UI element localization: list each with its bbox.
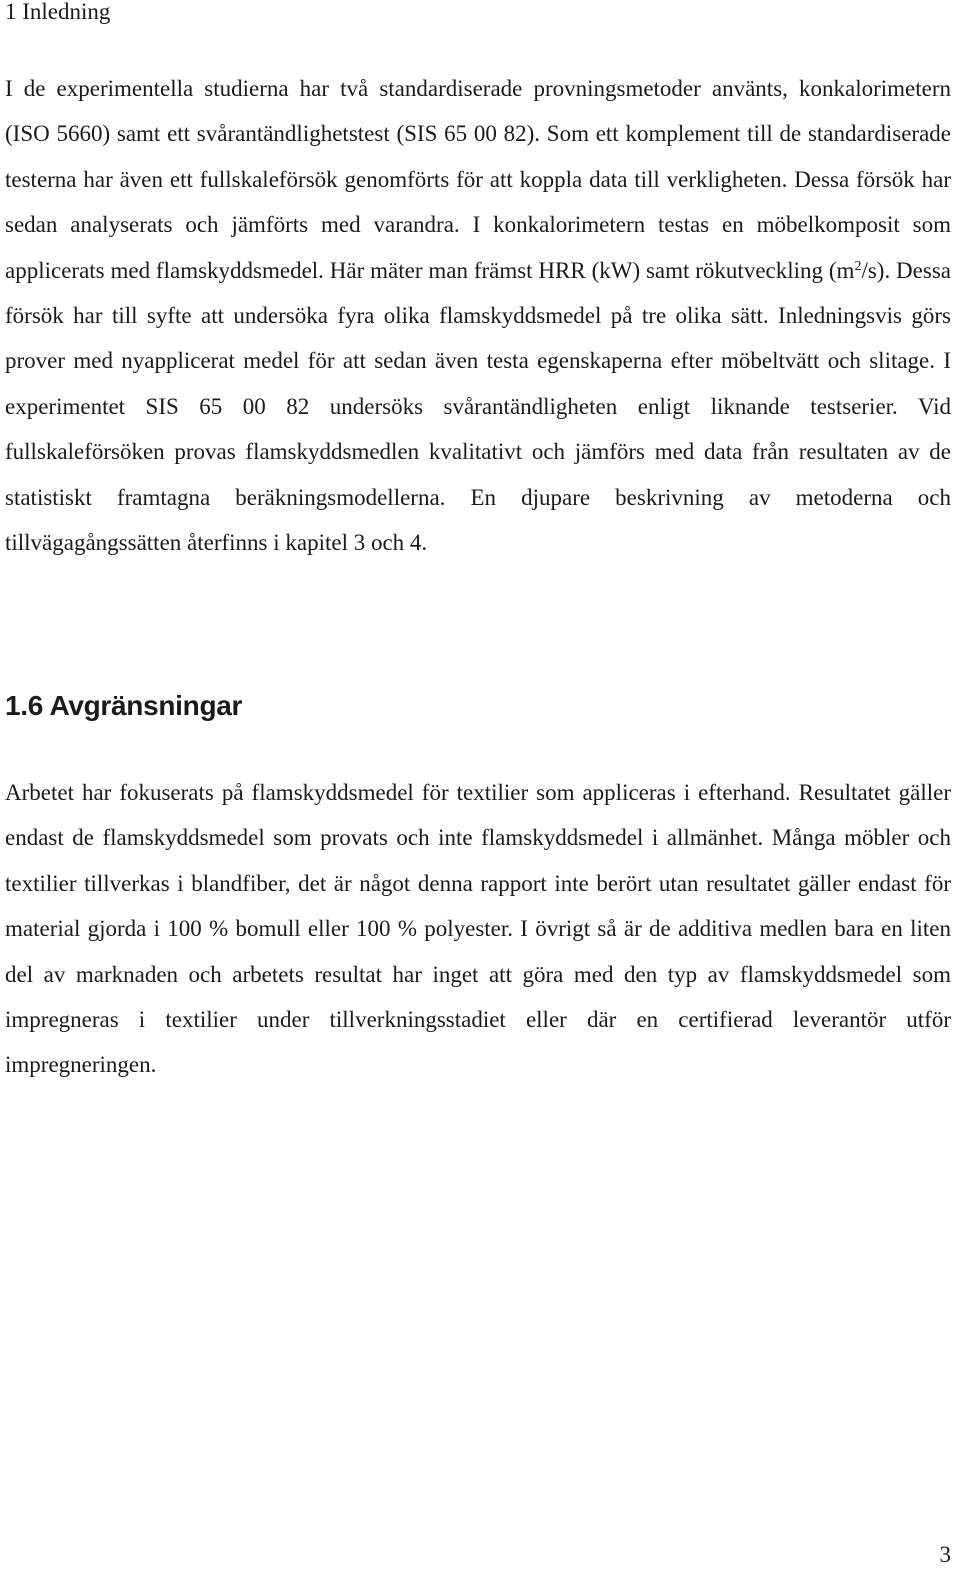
running-head: 1 Inledning bbox=[5, 0, 111, 24]
intro-paragraph bbox=[5, 66, 951, 565]
intro-paragraph-text-2: /s). Dessa försök har till syfte att undersöka fyra olika flamskyddsmedel på tre olika sätt. Inledningsvis görs prover med nyapplicerat medel för att sedan även testa egenskaperna efter möbeltvätt och slitage. I experimentet SIS 65 00 82 undersöks svårantändligheten enligt liknande testserier. Vid fullskaleförsöken provas flamskyddsmedlen kvalitativt och jämförs med data från resultaten av de statistiskt framtagna beräkningsmodellerna. En djupare beskrivning av metoderna och tillvägagångssätten återfinns i kapitel 3 och 4. bbox=[5, 257, 951, 556]
page-number: 3 bbox=[939, 1542, 951, 1567]
superscript-two: 2 bbox=[854, 258, 862, 274]
delimitations-paragraph: Arbetet har fokuserats på flamskyddsmedel för textilier som appliceras i efterhand. Resultatet gäller endast de flamskyddsmedel som provats och inte flamskyddsmedel i allmänhet. Många möbler och textilier tillverkas i blandfiber, det är något denna rapport inte berört utan resultatet gäller endast för material gjorda i 100 % bomull eller 100 % polyester. I övrigt så är de additiva medlen bara en liten del av marknaden och arbetets resultat har inget att göra med den typ av flamskyddsmedel som impregneras i textilier under tillverkningsstadiet eller där en certifierad leverantör utför impregneringen. bbox=[5, 780, 951, 1078]
section-heading: 1.6 Avgränsningar bbox=[5, 690, 243, 721]
intro-paragraph-text-1: I de experimentella studierna har två standardiserade provningsmetoder använts, konkalorimetern (ISO 5660) samt ett svårantändlighetstest (SIS 65 00 82). Som ett komplement till de standardiserade testerna har även ett fullskaleförsök genomförts för att koppla data till verkligheten. Dessa försök har sedan analyserats och jämförts med varandra. I konkalorimetern testas en möbelkomposit som applicerats med flamskyddsmedel. Här mäter man främst HRR (kW) samt rökutveckling (m bbox=[5, 76, 951, 283]
